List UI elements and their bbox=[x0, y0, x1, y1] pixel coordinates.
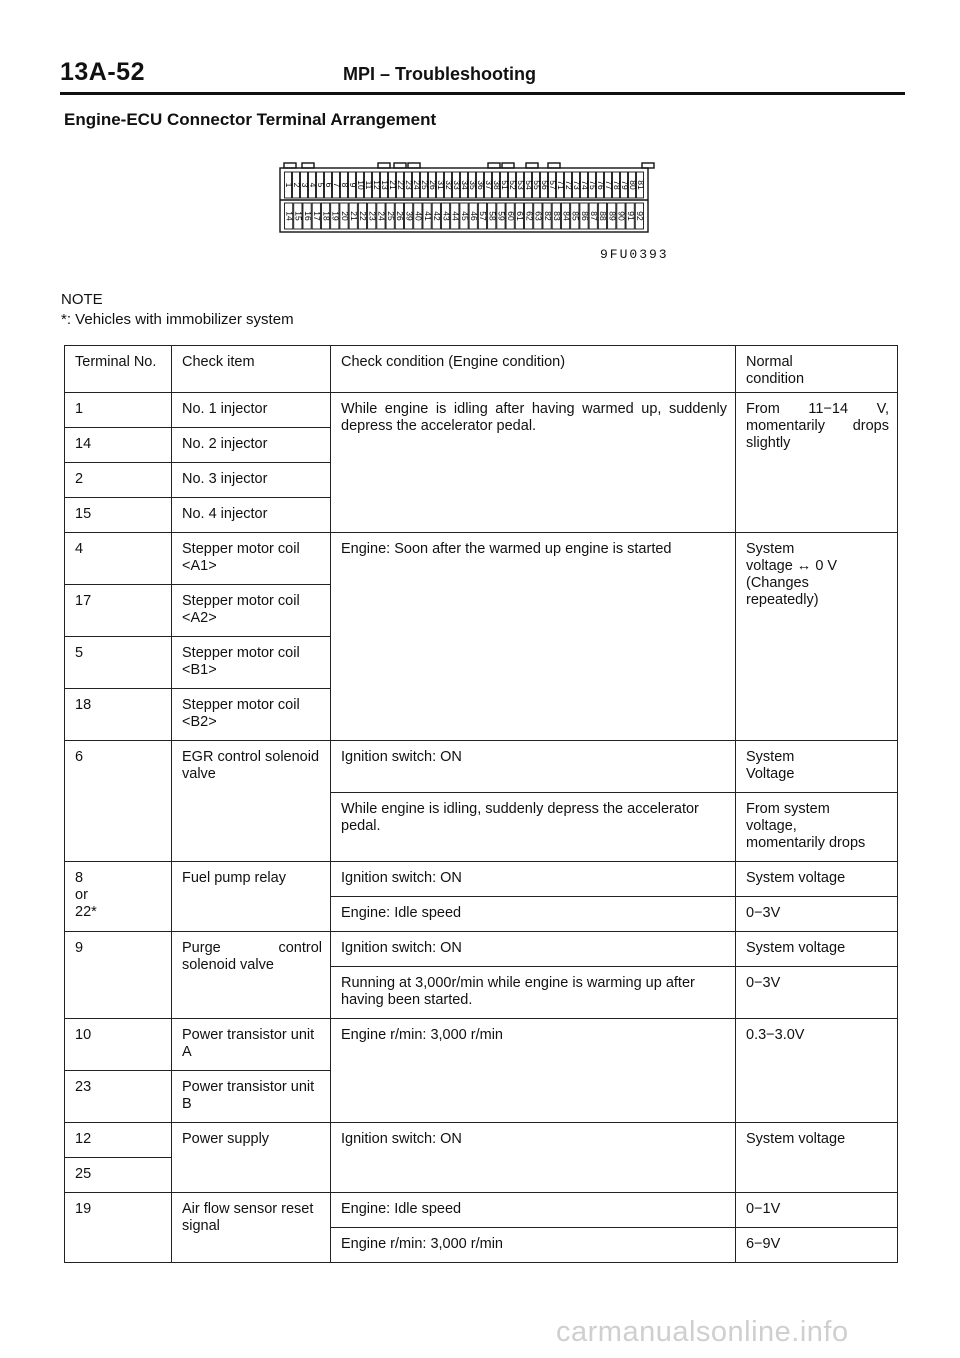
connector-pin-label: 63 bbox=[533, 211, 544, 221]
connector-pin-label: 80 bbox=[627, 180, 638, 190]
connector-pin-label: 13 bbox=[379, 180, 390, 190]
terminal-cell: 12 bbox=[65, 1123, 172, 1158]
connector-pin-label: 73 bbox=[571, 180, 582, 190]
connector-pin-label: 42 bbox=[432, 211, 443, 221]
connector-pin-label: 4 bbox=[307, 182, 318, 188]
connector-pin-label: 19 bbox=[330, 211, 341, 221]
connector-pin-label: 74 bbox=[579, 180, 590, 190]
connector-pin-label: 61 bbox=[515, 211, 526, 221]
terminal-cell: 9 bbox=[65, 932, 172, 1019]
terminal-cell: 19 bbox=[65, 1193, 172, 1263]
connector-pin-label: 15 bbox=[293, 211, 304, 221]
terminal-cell: 17 bbox=[65, 585, 172, 637]
normal-condition-cell: 0−3V bbox=[736, 897, 898, 932]
check-item-cell: Stepper motor coil <B1> bbox=[172, 637, 331, 689]
check-condition-cell: Ignition switch: ON bbox=[331, 862, 736, 897]
connector-tab bbox=[408, 163, 420, 168]
connector-pin-label: 41 bbox=[422, 211, 433, 221]
table-row bbox=[65, 1019, 898, 1071]
connector-tab bbox=[502, 163, 514, 168]
connector-pin-label: 40 bbox=[413, 211, 424, 221]
check-item-cell: Stepper motor coil <A2> bbox=[172, 585, 331, 637]
connector-pin-label: 5 bbox=[315, 182, 326, 188]
normal-condition-cell: 6−9V bbox=[736, 1228, 898, 1263]
connector-pin-label: 34 bbox=[459, 180, 470, 190]
note-text: *: Vehicles with immobilizer system bbox=[61, 311, 294, 328]
connector-pin-label: 22 bbox=[358, 211, 369, 221]
connector-tab bbox=[642, 163, 654, 168]
watermark: carmanualsonline.info bbox=[556, 1316, 849, 1348]
connector-pin-label: 58 bbox=[487, 211, 498, 221]
header-normal-condition: Normal condition bbox=[736, 346, 898, 393]
connector-pin-label: 26 bbox=[395, 211, 406, 221]
connector-pin-label: 92 bbox=[635, 211, 646, 221]
header-rule bbox=[60, 92, 905, 95]
connector-pin-label: 54 bbox=[523, 180, 534, 190]
connector-pin-label: 57 bbox=[478, 211, 489, 221]
connector-pin-label: 76 bbox=[595, 180, 606, 190]
terminal-cell: 18 bbox=[65, 689, 172, 741]
connector-pin-label: 6 bbox=[323, 182, 334, 188]
terminal-check-table bbox=[64, 345, 898, 1263]
check-item-cell: No. 4 injector bbox=[172, 498, 331, 533]
connector-pin-label: 52 bbox=[507, 180, 518, 190]
table-row bbox=[65, 393, 898, 428]
normal-condition-cell: System voltage bbox=[736, 1123, 898, 1193]
connector-pin-label: 9 bbox=[347, 182, 358, 188]
connector-pin-label: 86 bbox=[579, 211, 590, 221]
table-header-row bbox=[65, 346, 898, 393]
connector-pin-label: 7 bbox=[331, 182, 342, 188]
normal-condition-cell: From 11−14 V, momentarily drops slightly bbox=[736, 393, 898, 533]
check-item-cell: Fuel pump relay bbox=[172, 862, 331, 932]
normal-condition-cell: 0−1V bbox=[736, 1193, 898, 1228]
connector-pin-label: 21 bbox=[348, 211, 359, 221]
check-condition-cell: Ignition switch: ON bbox=[331, 1123, 736, 1193]
check-condition-cell: Ignition switch: ON bbox=[331, 741, 736, 793]
connector-tab bbox=[548, 163, 560, 168]
check-condition-cell: Running at 3,000r/min while engine is warming up after having been started. bbox=[331, 967, 736, 1019]
check-item-cell: Stepper motor coil <B2> bbox=[172, 689, 331, 741]
check-item-cell: Air flow sensor reset signal bbox=[172, 1193, 331, 1263]
check-condition-cell: Engine: Soon after the warmed up engine is started bbox=[331, 533, 736, 741]
connector-pin-label: 20 bbox=[339, 211, 350, 221]
check-item-cell: Purge control solenoid valve bbox=[172, 932, 331, 1019]
connector-pin-label: 55 bbox=[531, 180, 542, 190]
check-item-cell: Stepper motor coil <A1> bbox=[172, 533, 331, 585]
connector-pin-label: 83 bbox=[552, 211, 563, 221]
header-terminal-no: Terminal No. bbox=[65, 346, 172, 393]
table-row bbox=[65, 1123, 898, 1158]
check-condition-cell: While engine is idling after having warmed up, suddenly depress the accelerator pedal. bbox=[331, 393, 736, 533]
figure-code: 9FU0393 bbox=[600, 247, 669, 262]
connector-pin-label: 79 bbox=[619, 180, 630, 190]
connector-pin-label: 71 bbox=[555, 180, 566, 190]
connector-bottom-pins bbox=[284, 203, 645, 229]
connector-tab bbox=[526, 163, 538, 168]
normal-condition-cell: 0.3−3.0V bbox=[736, 1019, 898, 1123]
connector-pin-label: 85 bbox=[570, 211, 581, 221]
connector-pin-label: 59 bbox=[496, 211, 507, 221]
connector-pin-label: 23 bbox=[367, 211, 378, 221]
connector-pin-label: 24 bbox=[376, 211, 387, 221]
connector-pin-label: 36 bbox=[475, 180, 486, 190]
connector-pin-label: 25 bbox=[419, 180, 430, 190]
connector-tab bbox=[488, 163, 500, 168]
connector-pin-label: 33 bbox=[451, 180, 462, 190]
connector-tab bbox=[302, 163, 314, 168]
connector-pin-label: 43 bbox=[441, 211, 452, 221]
terminal-cell: 1 bbox=[65, 393, 172, 428]
terminal-cell: 25 bbox=[65, 1158, 172, 1193]
normal-condition-cell: System voltage bbox=[736, 862, 898, 897]
check-condition-cell: Engine: Idle speed bbox=[331, 1193, 736, 1228]
check-item-cell: No. 1 injector bbox=[172, 393, 331, 428]
normal-condition-cell: 0−3V bbox=[736, 967, 898, 1019]
note-heading: NOTE bbox=[61, 291, 103, 308]
connector-pin-label: 17 bbox=[312, 211, 323, 221]
connector-pin-label: 87 bbox=[588, 211, 599, 221]
connector-pin-label: 21 bbox=[387, 180, 398, 190]
connector-pin-label: 53 bbox=[515, 180, 526, 190]
check-item-cell: Power transistor unit A bbox=[172, 1019, 331, 1071]
connector-pin-label: 46 bbox=[468, 211, 479, 221]
connector-pin-label: 88 bbox=[598, 211, 609, 221]
connector-pin-label: 11 bbox=[363, 180, 374, 190]
check-condition-cell: Engine: Idle speed bbox=[331, 897, 736, 932]
connector-pin-label: 32 bbox=[443, 180, 454, 190]
check-condition-cell: Engine r/min: 3,000 r/min bbox=[331, 1228, 736, 1263]
connector-pin-label: 91 bbox=[625, 211, 636, 221]
terminal-cell: 14 bbox=[65, 428, 172, 463]
connector-pin-label: 51 bbox=[499, 180, 510, 190]
connector-tab bbox=[394, 163, 406, 168]
terminal-cell: 5 bbox=[65, 637, 172, 689]
connector-pin-label: 12 bbox=[371, 180, 382, 190]
connector-pin-label: 57 bbox=[547, 180, 558, 190]
connector-pin-label: 75 bbox=[587, 180, 598, 190]
table-row bbox=[65, 862, 898, 897]
connector-pin-label: 31 bbox=[435, 180, 446, 190]
connector-pin-label: 60 bbox=[505, 211, 516, 221]
connector-tab bbox=[284, 163, 296, 168]
normal-condition-cell: System Voltage bbox=[736, 741, 898, 793]
connector-pin-label: 3 bbox=[299, 182, 310, 188]
connector-pin-label: 39 bbox=[404, 211, 415, 221]
connector-pin-label: 35 bbox=[467, 180, 478, 190]
check-item-cell: EGR control solenoid valve bbox=[172, 741, 331, 862]
header-title: MPI – Troubleshooting bbox=[343, 64, 536, 84]
terminal-cell: 8 or 22* bbox=[65, 862, 172, 932]
table-row bbox=[65, 533, 898, 585]
normal-condition-cell: From system voltage, momentarily drops bbox=[736, 793, 898, 862]
terminal-cell: 15 bbox=[65, 498, 172, 533]
connector-pin-label: 84 bbox=[561, 211, 572, 221]
table-row bbox=[65, 741, 898, 793]
connector-pin-label: 56 bbox=[539, 180, 550, 190]
table-row bbox=[65, 1193, 898, 1228]
connector-pin-label: 16 bbox=[302, 211, 313, 221]
connector-pin-label: 37 bbox=[483, 180, 494, 190]
connector-pin-label: 25 bbox=[385, 211, 396, 221]
connector-pin-label: 77 bbox=[603, 180, 614, 190]
connector-pin-label: 14 bbox=[284, 211, 295, 221]
connector-pin-label: 89 bbox=[607, 211, 618, 221]
terminal-cell: 6 bbox=[65, 741, 172, 862]
check-item-cell: No. 2 injector bbox=[172, 428, 331, 463]
header-check-condition: Check condition (Engine condition) bbox=[331, 346, 736, 393]
table-row bbox=[65, 932, 898, 967]
connector-pin-label: 82 bbox=[542, 211, 553, 221]
check-item-cell: Power supply bbox=[172, 1123, 331, 1193]
header-check-item: Check item bbox=[172, 346, 331, 393]
connector-pin-label: 90 bbox=[616, 211, 627, 221]
normal-condition-cell: System voltage ↔ 0 V (Changes repeatedly) bbox=[736, 533, 898, 741]
terminal-cell: 10 bbox=[65, 1019, 172, 1071]
section-title: Engine-ECU Connector Terminal Arrangement bbox=[64, 110, 437, 129]
connector-pin-label: 24 bbox=[411, 180, 422, 190]
connector-pin-label: 78 bbox=[611, 180, 622, 190]
terminal-cell: 2 bbox=[65, 463, 172, 498]
connector-pin-label: 38 bbox=[491, 180, 502, 190]
connector-pin-label: 23 bbox=[403, 180, 414, 190]
connector-pin-label: 72 bbox=[563, 180, 574, 190]
connector-pin-label: 8 bbox=[339, 182, 350, 188]
connector-pin-label: 2 bbox=[291, 182, 302, 188]
check-item-cell: Power transistor unit B bbox=[172, 1071, 331, 1123]
check-item-cell: No. 3 injector bbox=[172, 463, 331, 498]
connector-pin-label: 22 bbox=[395, 180, 406, 190]
page-number: 13A-52 bbox=[60, 58, 145, 86]
connector-pin-label: 62 bbox=[524, 211, 535, 221]
check-condition-cell: While engine is idling, suddenly depress the accelerator pedal. bbox=[331, 793, 736, 862]
connector-pin-label: 26 bbox=[427, 180, 438, 190]
connector-pin-label: 44 bbox=[450, 211, 461, 221]
connector-tab bbox=[378, 163, 390, 168]
connector-pin-label: 45 bbox=[459, 211, 470, 221]
connector-pin-label: 1 bbox=[283, 182, 294, 188]
connector-pin-label: 10 bbox=[355, 180, 366, 190]
connector-pin-label: 81 bbox=[635, 180, 646, 190]
check-condition-cell: Ignition switch: ON bbox=[331, 932, 736, 967]
terminal-cell: 4 bbox=[65, 533, 172, 585]
connector-diagram bbox=[258, 158, 670, 248]
connector-top-pins bbox=[284, 172, 646, 198]
terminal-cell: 23 bbox=[65, 1071, 172, 1123]
check-condition-cell: Engine r/min: 3,000 r/min bbox=[331, 1019, 736, 1123]
normal-condition-cell: System voltage bbox=[736, 932, 898, 967]
connector-pin-label: 18 bbox=[321, 211, 332, 221]
